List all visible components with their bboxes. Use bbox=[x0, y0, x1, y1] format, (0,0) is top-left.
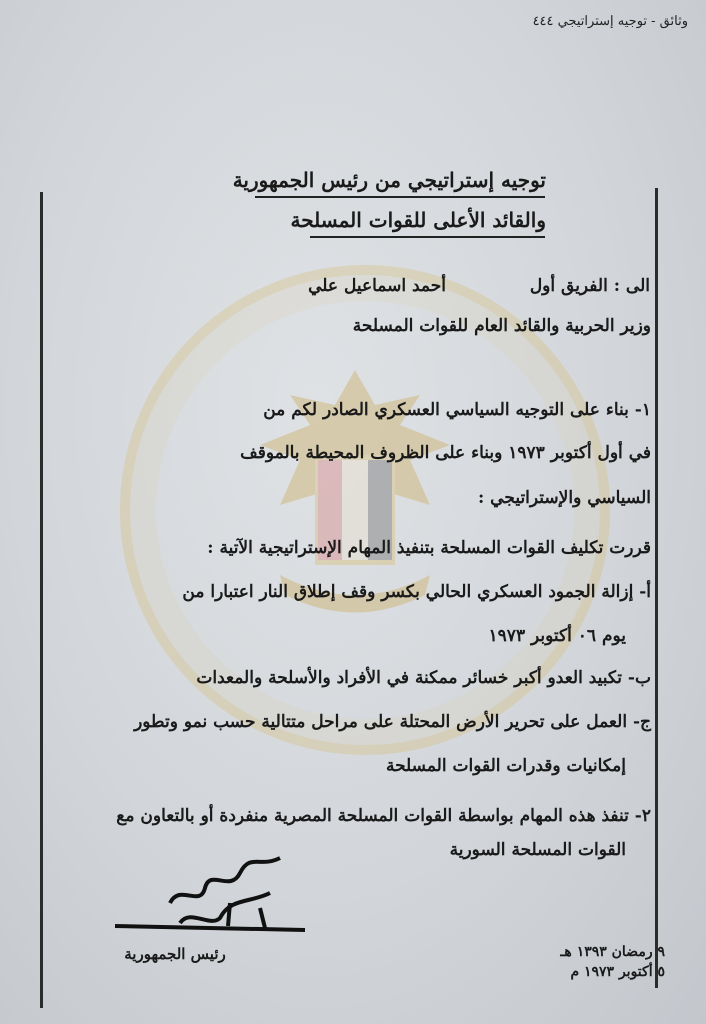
item-c-line-2: إمكانيات وقدرات القوات المسلحة bbox=[385, 756, 626, 776]
signature-caption: رئيس الجمهورية bbox=[124, 945, 226, 963]
paragraph-3-line-2: القوات المسلحة السورية bbox=[449, 840, 626, 860]
date-hijri: ٩ رمضان ١٣٩٣ هـ bbox=[560, 944, 665, 960]
addressee-name: أحمد اسماعيل علي bbox=[308, 276, 446, 296]
addressee-to: الى : الفريق أول bbox=[529, 276, 650, 296]
paragraph-1-line-3: السياسي والإستراتيجي : bbox=[477, 488, 651, 508]
title-underline-1 bbox=[255, 196, 545, 198]
document-title-line2: والقائد الأعلى للقوات المسلحة bbox=[290, 208, 546, 232]
paragraph-1-line-2: في أول أكتوبر ١٩٧٣ وبناء على الظروف المحيطة بالموقف bbox=[240, 443, 651, 463]
item-b-line-1: ب- تكبيد العدو أكبر خسائر ممكنة في الأفراد والأسلحة والمعدات bbox=[196, 668, 651, 688]
item-c-line-1: ج- العمل على تحرير الأرض المحتلة على مراحل متتالية حسب نمو وتطور bbox=[134, 712, 651, 732]
frame-right-border bbox=[655, 188, 658, 988]
date-gregorian: ٥ أكتوبر ١٩٧٣ م bbox=[570, 964, 665, 980]
paragraph-2-line-1: قررت تكليف القوات المسلحة بتنفيذ المهام الإستراتيجية الآتية : bbox=[207, 538, 651, 558]
paragraph-1-line-1: ١- بناء على التوجيه السياسي العسكري الصادر لكم من bbox=[263, 400, 651, 420]
title-underline-2 bbox=[310, 236, 545, 238]
document-title-line1: توجيه إستراتيجي من رئيس الجمهورية bbox=[232, 168, 546, 192]
handwritten-signature bbox=[110, 848, 310, 938]
addressee-position: وزير الحربية والقائد العام للقوات المسلحة bbox=[352, 316, 651, 336]
page-header: وثائق - توجيه إستراتيجي ٤٤٤ bbox=[532, 14, 688, 29]
frame-left-border bbox=[40, 192, 43, 1008]
item-a-line-1: أ- إزالة الجمود العسكري الحالي بكسر وقف إطلاق النار اعتبارا من bbox=[182, 582, 651, 602]
item-a-line-2: يوم ٠٦ أكتوبر ١٩٧٣ bbox=[488, 626, 626, 646]
paragraph-3-line-1: ٢- تنفذ هذه المهام بواسطة القوات المسلحة المصرية منفردة أو بالتعاون مع bbox=[116, 806, 651, 826]
